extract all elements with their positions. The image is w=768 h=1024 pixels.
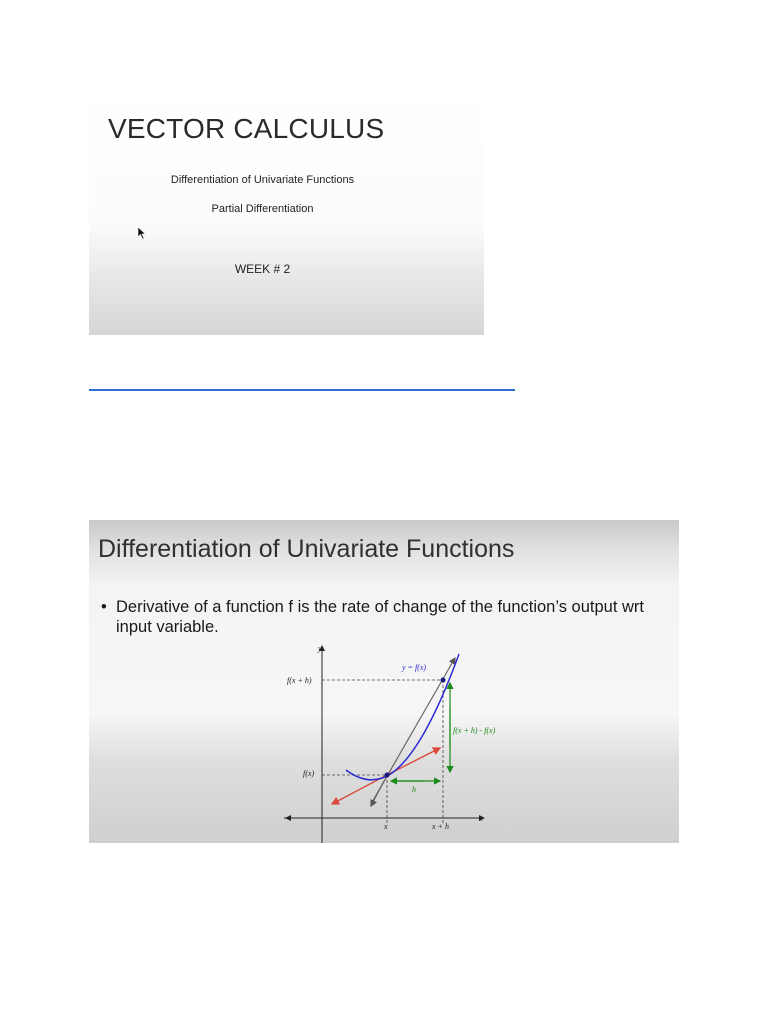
bullet-text: Derivative of a function f is the rate of change of the function’s output wrt input variable. (116, 598, 644, 636)
bullet-icon: • (101, 598, 107, 616)
label-curve: y = f(x) (402, 663, 427, 672)
slide2-title: Differentiation of Univariate Functions (98, 535, 515, 563)
slide1-week: WEEK # 2 (234, 262, 291, 276)
slide1-topic-2: Partial Differentiation (211, 203, 314, 215)
label-diff: f(x + h) - f(x) (453, 726, 496, 735)
label-fx: f(x) (303, 769, 315, 778)
label-fxh: f(x + h) (287, 676, 312, 685)
function-curve (346, 654, 459, 780)
label-x-axis: x (479, 814, 483, 823)
point-fxh (441, 678, 446, 683)
slide1-topic-1: Differentiation of Univariate Functions (170, 174, 355, 186)
label-h: h (412, 785, 416, 794)
derivative-diagram (274, 638, 514, 843)
horizontal-divider (89, 389, 515, 391)
secant-line-tail (371, 781, 384, 806)
label-y-axis: y (318, 644, 322, 653)
slide2-bullet (101, 597, 671, 637)
point-fx (385, 773, 390, 778)
label-xh: x + h (432, 822, 449, 831)
slide-vector-calculus (89, 91, 484, 335)
slide1-title: VECTOR CALCULUS (108, 113, 385, 144)
mouse-cursor-icon (137, 226, 147, 240)
label-x: x (384, 822, 388, 831)
slide-differentiation (89, 520, 679, 843)
